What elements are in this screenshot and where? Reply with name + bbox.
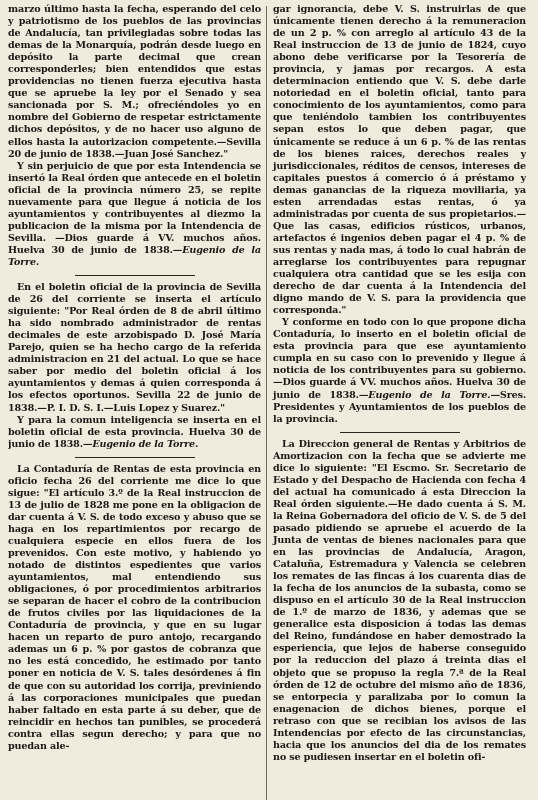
section-divider-rule	[75, 457, 195, 458]
left-paragraph-1: marzo último hasta la fecha, esperando del celo y patriotismo de los pueblos de las provincias de Andalucía, tan privilegiadas sobre todas las demas de la Monarquía, podrán desde luego en depósito la parte decimal que crean corresponderles; bien entendidos que estas providencias no tienen fuerza ejecutiva hasta que se apruebe la ley por el Senado y sea sancionada por S. M.; ofreciéndoles yo en nombre del Gobierno de respetar estrictamente dichos depósitos, y de no hacer uso alguno de ellos hasta la autorizacion competente.—Sevilla 20 de junio de 1838.—Juan José Sanchez."	[8, 4, 261, 160]
left-paragraph-2-signature: Eugenio de la Torre.	[8, 244, 261, 268]
left-paragraph-2-text: Y sin perjuicio de que por esta Intendencia se insertó la Real órden que antecede en el boletin oficial de la provincia número 25, se repite nuevamente para que llegue á noticia de los ayuntamientos y contribuyentes al diezmo la publicacion de la misma por la Intendencia de Sevilla. —Dios guarde á VV. muchos años. Huelva 30 de junio de 1838.—	[8, 160, 261, 256]
right-paragraph-2	[273, 317, 526, 425]
left-paragraph-4-signature: Eugenio de la Torre.	[92, 438, 199, 450]
left-paragraph-2	[8, 161, 261, 269]
left-paragraph-5: La Contaduría de Rentas de esta provincia en oficio fecha 26 del corriente me dice lo que sigue: "El artículo 3.º de la Real instruccion de 13 de julio de 1828 me pone en la obligacion de dar cuenta á V. S. de todo exceso y abuso que se haga en los repartimientos por recargo de cualquiera especie en ellos fuera de los prevenidos. Con este motivo, y habiendo yo notado de distintos espedientes que varios ayuntamientos, mal entendiendo sus obligaciones, ó por procedimientos arbitrarios se separan de hacer el cobro de la contribucion de frutos civiles por las liquidaciones de la Contaduría de provincia, y que en su lugar hacen un reparto de puro antojo, recargando ademas un 6 p. % por gastos de cobranza que no les está concedido, he estimado por tanto poner en noticia de V. S. tales desórdenes á fin de que con su autoridad los corrija, previniendo á las corporaciones municipales que puedan haber faltado en esta parte á su deber, que de reincidir en hechos tan punibles, se procederá contra ellas segun derecho; y para que no puedan ale-	[8, 463, 261, 752]
right-paragraph-3: La Direccion general de Rentas y Arbitrios de Amortizacion con la fecha que se advierte me dice lo siguiente: "El Escmo. Sr. Secretario de Estado y del Despacho de Hacienda con fecha 4 del actual ha comunicado á esta Direccion la Real órden siguiente.—He dado cuenta á S. M. la Reina Gobernadora del oficio de V. S. de 5 del pasado pidiendo se apruebe el acuerdo de la Junta de ventas de bienes nacionales para que en las provincias de Andalucía, Aragon, Cataluña, Estremadura y Valencia se celebren los remates de las fincas á los cuarenta dias de la fecha de los anuncios de la subasta, como se dispuso en el artículo 30 de la Real instruccion de 1.º de marzo de 1836, y ademas que se generalice esta disposicion á todas las demas del Reino, fundándose en haber demostrado la esperiencia, que lejos de haberse conseguido por la reduccion del plazo á treinta dias el objeto que se propuso la regla 7.ª de la Real órden de 12 de octubre del mismo año de 1836, se entorpecia y paralizaba por lo comun la enagenacion de dichos bienes, porque el retraso con que se recibian los avisos de las Intendencias por efecto de las circunstancias, hacia que los anuncios del dia de los remates no se pudiesen insertar en el boletin ofi-	[273, 438, 526, 763]
section-divider-rule	[75, 275, 195, 276]
left-paragraph-4-text: Y para la comun inteligencia se inserta en el boletin oficial de esta provincia. Huelva 30 de junio de 1838.—	[8, 414, 261, 450]
section-divider-rule	[340, 432, 460, 433]
left-paragraph-4	[8, 415, 261, 451]
right-paragraph-2-tail: —Sres. Presidentes y Ayuntamientos de los pueblos de la provincia.	[273, 389, 526, 425]
right-paragraph-2-text: Y conforme en todo con lo que propone dicha Contaduría, lo inserto en el boletin oficial de esta provincia para que ese ayuntamiento cumpla en su caso con lo prevenido y llegue á noticia de los contribuyentes para su gobierno.—Dios guarde á VV. muchos años. Huelva 30 de junio de 1838.—	[273, 317, 526, 401]
right-paragraph-1: gar ignorancia, debe V. S. instruirlas de que únicamente tienen derecho á la remuneracion de un 2 p. % con arreglo al artículo 43 de la Real instruccion de 13 de junio de 1824, cuyo abono debe verificarse por la Tesorería de provincia, y jamas por recargos. A esta determinacion entiendo que V. S. debe darle notoriedad en el boletin oficial, tanto para conocimiento de los ayuntamientos, como para que teniéndolo tambien los contribuyentes sepan estos lo que deben pagar, que únicamente se reduce á un 6 p. % de las rentas de los bienes raices, derechos reales y jurisdiccionales, réditos de censos, intereses de capitales puestos á comercio ó á préstamo y demas ganancias de la riqueza moviliaria, ya esten arrendadas estas rentas, ó ya administradas por cuenta de sus propietarios.—Que las casas, edificios rústicos, urbanos, artefactos é ingenios deben pagar el 4 p. % de sus rentas y nada mas, á todo lo cual habrán de arreglarse los contribuyentes para repugnar cualquiera otra cantidad que se les esija con derecho de dar cuenta á la Intendencia del digno mando de V. S. para la providencia que corresponda."	[273, 4, 526, 317]
right-column	[267, 4, 526, 800]
two-column-body	[8, 4, 532, 800]
left-column	[8, 4, 266, 800]
left-paragraph-3: En el boletin oficial de la provincia de Sevilla de 26 del corriente se inserta el artículo siguiente: "Por Real órden de 8 de abril último ha sido nombrado administrador de rentas decimales de este arzobispado D. José María Parejo, quien se ha hecho cargo de la referida administracion en 21 del actual. Lo que se hace saber por medio del boletin oficial á los ayuntamientos y demas á quien corresponda á los efectos oportunos. Sevilla 22 de junio de 1838.—P. I. D. S. I.—Luis Lopez y Suarez."	[8, 282, 261, 414]
right-paragraph-2-signature: Eugenio de la Torre.	[368, 389, 491, 401]
